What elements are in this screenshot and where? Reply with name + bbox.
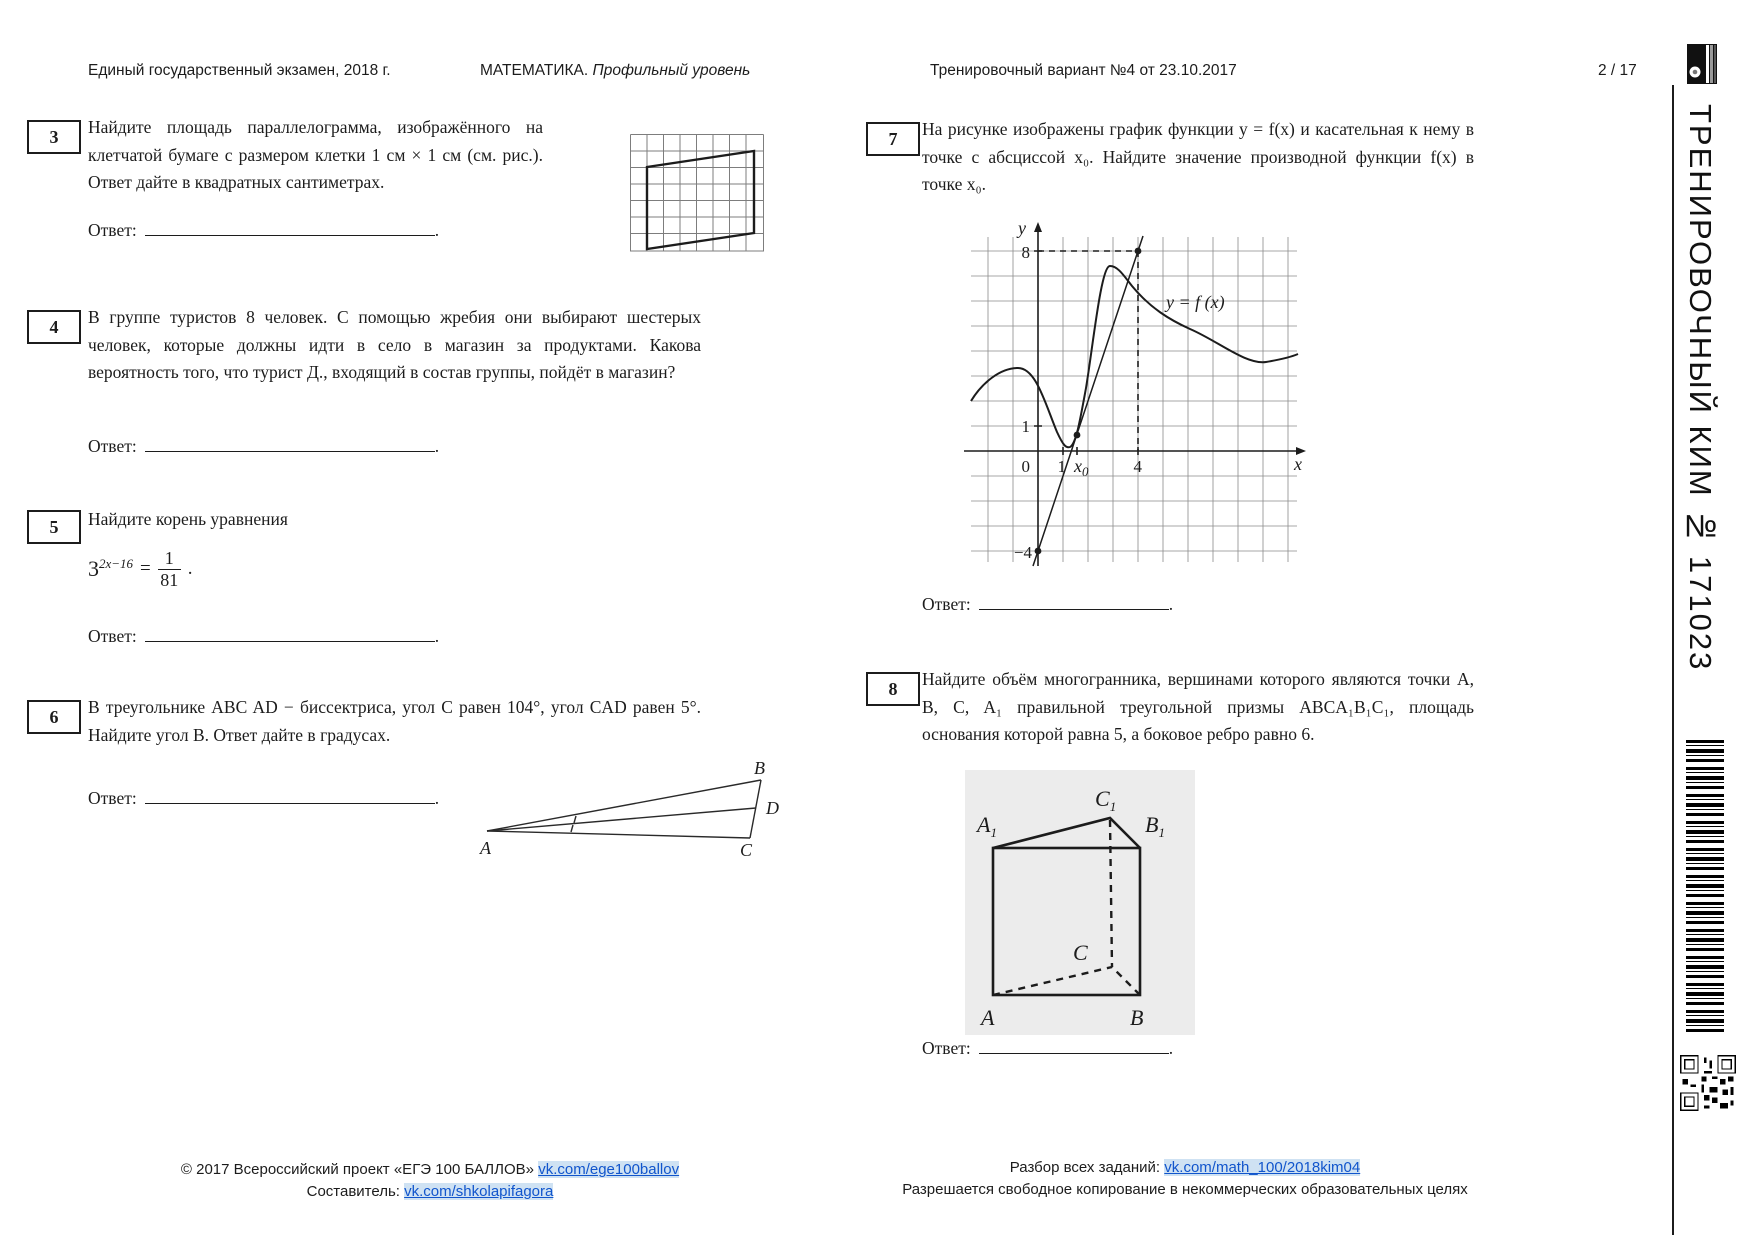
- problem-4-number: 4: [27, 310, 81, 344]
- problem-5-equation: [88, 548, 193, 590]
- equation-exponent: 2x−16: [99, 556, 134, 572]
- barcode: [1686, 740, 1724, 1035]
- answer-period: .: [434, 788, 440, 808]
- answer-blank-line: [145, 436, 435, 452]
- graph-axes: [964, 230, 1296, 566]
- answer-label: Ответ:: [88, 626, 137, 646]
- link-math100[interactable]: vk.com/math_100/2018kim04: [1164, 1159, 1361, 1176]
- equation-period: .: [187, 558, 193, 580]
- answer-blank-line: [145, 626, 435, 642]
- answer-blank-line: [145, 220, 435, 236]
- problem-7-answer: [922, 594, 1173, 615]
- problem-5-number: 5: [27, 510, 81, 544]
- link-shkolapifagora[interactable]: vk.com/shkolapifagora: [404, 1183, 554, 1200]
- footer-solutions: Разбор всех заданий:: [1009, 1159, 1165, 1176]
- equation-base: 3: [88, 556, 99, 582]
- problem-4-answer: [88, 436, 439, 457]
- vertex-label-B1: $B_1$: [1145, 812, 1165, 840]
- problem-8-answer: [922, 1038, 1173, 1059]
- equation-fraction: [158, 548, 181, 590]
- problem-8-prism-figure: [965, 770, 1195, 1035]
- footer-compiler: Составитель:: [306, 1183, 405, 1200]
- answer-label: Ответ:: [922, 594, 971, 614]
- tick-label-8: 8: [1021, 243, 1030, 262]
- vertex-label-A: A: [981, 1005, 995, 1030]
- curve-label: y = f (x): [1166, 292, 1225, 312]
- problem-6-text: В треугольнике ABC AD − биссектриса, угол C равен 104°, угол CAD равен 5°. Найдите угол B. Ответ дайте в градусах.: [88, 697, 701, 745]
- vertex-label-C: C: [1073, 940, 1088, 965]
- problem-5-answer: [88, 626, 439, 647]
- answer-blank-line: [145, 788, 435, 804]
- hidden-edge-AC: [993, 967, 1112, 995]
- answer-label: Ответ:: [88, 788, 137, 808]
- problem-6-triangle-figure: [478, 750, 790, 867]
- equation-lhs: [88, 556, 133, 582]
- problem-3-answer: [88, 220, 439, 241]
- problem-7-function-graph: [950, 218, 1308, 575]
- footer-left-line2: [150, 1183, 710, 1200]
- graph-grid: [971, 237, 1297, 562]
- answer-blank-line: [979, 594, 1169, 610]
- answer-period: .: [1168, 1038, 1174, 1058]
- problem-7-text: На рисунке изображены график функции y = f(x) и касательная к нему в точке с абсциссой x₀. Найдите значение производной функции f(x) в точке x₀.: [922, 119, 1474, 195]
- footer-right-line2: Разрешается свободное копирование в некоммерческих образовательных целях: [902, 1181, 1468, 1198]
- header-exam-title: Единый государственный экзамен, 2018 г.: [88, 62, 391, 79]
- problem-8-number: 8: [866, 672, 920, 706]
- qr-code: [1680, 1055, 1736, 1116]
- tick-label-1x: 1: [1057, 457, 1066, 476]
- answer-period: .: [434, 626, 440, 646]
- sidebar-divider-rule: [1672, 85, 1674, 1235]
- header-variant: Тренировочный вариант №4 от 23.10.2017: [930, 62, 1237, 79]
- vertex-label-B: B: [1130, 1005, 1144, 1030]
- answer-period: .: [434, 436, 440, 456]
- problem-8-text: Найдите объём многогранника, вершинами которого являются точки A, B, C, A₁ правильной треугольной призмы ABCA₁B₁C₁, площадь основания которой равна 5, а боковое ребро равно 6.: [922, 669, 1474, 745]
- footer-left-line1: [150, 1161, 710, 1178]
- problem-3-number: 3: [27, 120, 81, 154]
- problem-6-number: 6: [27, 700, 81, 734]
- fraction-numerator: 1: [158, 548, 181, 570]
- tick-label-4: 4: [1133, 457, 1142, 476]
- point-tangency: [1074, 432, 1081, 439]
- answer-label: Ответ:: [88, 436, 137, 456]
- header-subject: [480, 62, 750, 80]
- problem-6-answer: [88, 788, 439, 809]
- answer-period: .: [434, 220, 440, 240]
- subject-level: Профильный уровень: [588, 62, 751, 79]
- vertex-label-D: D: [766, 798, 779, 818]
- vertex-label-C1: $C_1$: [1095, 786, 1117, 814]
- hidden-edge-C1C: [1110, 820, 1112, 967]
- footer-right-line1: [900, 1159, 1470, 1176]
- problem-5-text: Найдите корень уравнения: [88, 509, 288, 529]
- function-curve: [971, 266, 1298, 447]
- point-y-intercept: [1035, 548, 1042, 555]
- problem-4-text: В группе туристов 8 человек. С помощью жребия они выбирают шестерых человек, которые должны идти в село в магазин за продуктами. Какова вероятность того, что турист Д., входящий в состав группы, пойдёт в магазин?: [88, 307, 701, 383]
- hidden-edge-BC: [1112, 967, 1140, 995]
- answer-period: .: [1168, 594, 1174, 614]
- fraction-denominator: 81: [160, 569, 179, 590]
- problem-7-number: 7: [866, 122, 920, 156]
- vertex-label-A1: $A_1$: [977, 812, 997, 840]
- tick-label-neg4: −4: [1013, 543, 1032, 562]
- link-ege100ballov[interactable]: vk.com/ege100ballov: [538, 1161, 680, 1178]
- problem-3-text: Найдите площадь параллелограмма, изображённого на клетчатой бумаге с размером клетки 1 см × 1 см (см. рис.). Ответ дайте в квадратных сантиметрах.: [88, 117, 543, 193]
- answer-label: Ответ:: [922, 1038, 971, 1058]
- tick-label-x0: $x_0$: [1074, 456, 1089, 479]
- vertex-label-A: A: [480, 838, 491, 858]
- answer-label: Ответ:: [88, 220, 137, 240]
- vertex-label-B: B: [754, 758, 765, 778]
- header-page-number: 2 / 17: [1598, 62, 1637, 79]
- subject-name: МАТЕМАТИКА.: [480, 62, 589, 79]
- answer-blank-line: [979, 1038, 1169, 1054]
- footer-copyright: © 2017 Всероссийский проект «ЕГЭ 100 БАЛЛОВ»: [180, 1161, 539, 1178]
- kim-vertical-label: ТРЕНИРОВОЧНЫЙ КИМ № 171023: [1683, 104, 1718, 672]
- tick-label-0: 0: [1021, 457, 1030, 476]
- x-axis-label: x: [1294, 454, 1302, 474]
- problem-3-grid-figure: [630, 134, 764, 257]
- brand-logo-icon: [1687, 44, 1717, 89]
- point-4-8: [1135, 248, 1142, 255]
- y-axis-label: y: [1018, 218, 1026, 238]
- equals-sign: =: [140, 558, 151, 580]
- vertex-label-C: C: [740, 840, 753, 860]
- tick-label-1y: 1: [1021, 417, 1030, 436]
